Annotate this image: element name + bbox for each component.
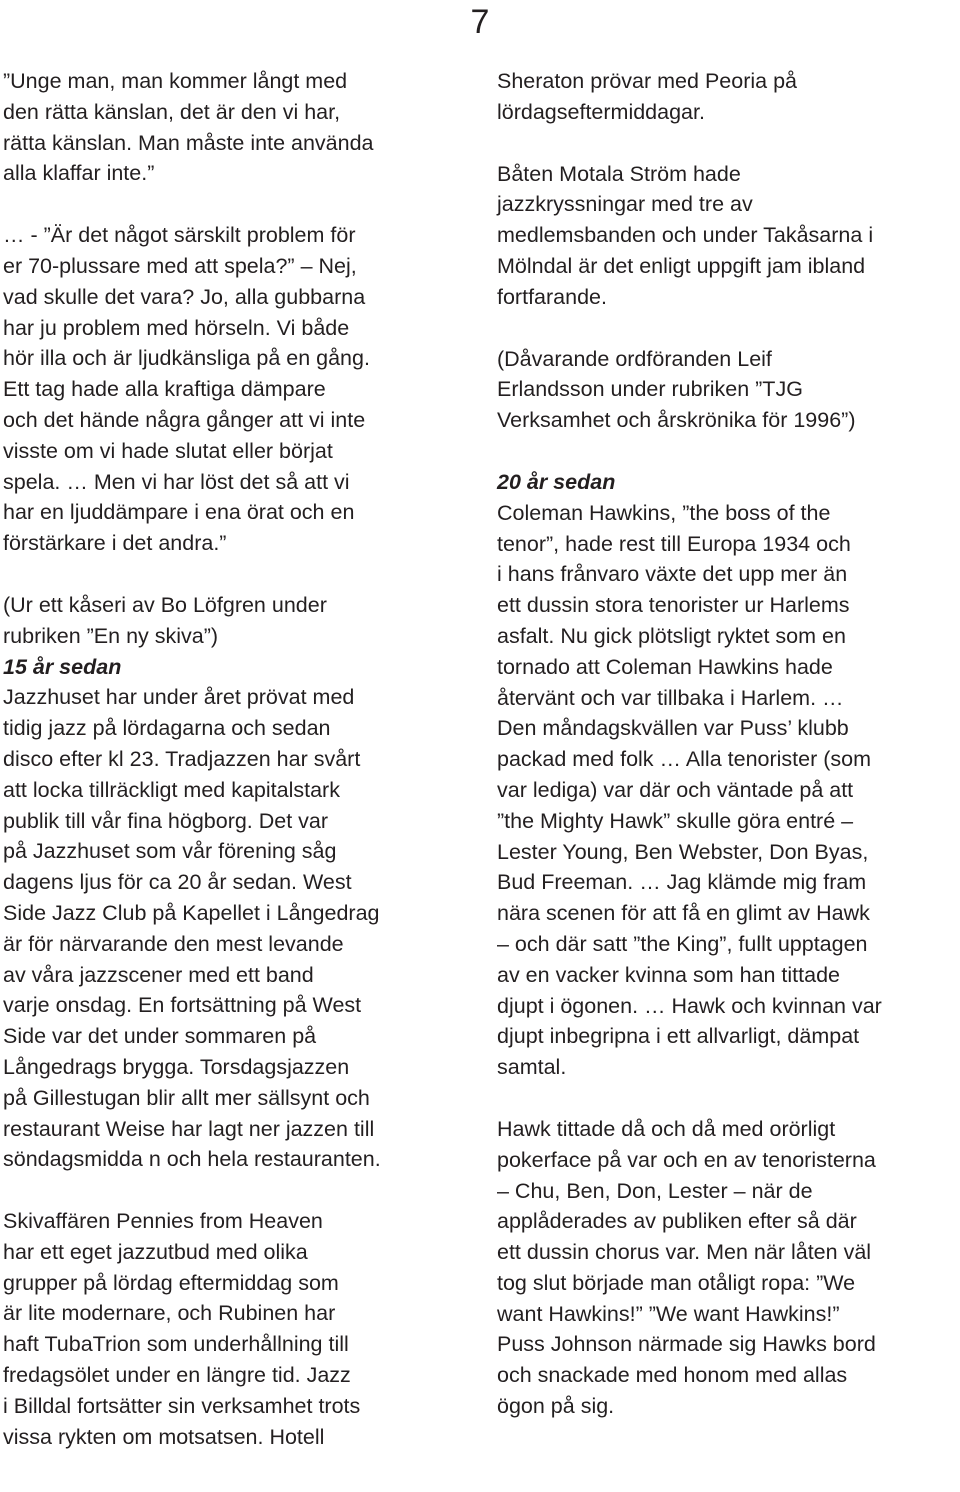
text-line: grupper på lördag eftermiddag som	[3, 1270, 339, 1295]
text-line: ett dussin stora tenorister ur Harlems	[497, 593, 850, 618]
text-line: alla klaffar inte.”	[3, 161, 155, 186]
paragraph	[3, 220, 459, 559]
text-line: (Dåvarande ordföranden Leif	[497, 346, 772, 371]
paragraph	[3, 1206, 459, 1452]
paragraph	[497, 498, 957, 1083]
text-line: Erlandsson under rubriken ”TJG	[497, 377, 803, 402]
text-line: visste om vi hade slutat eller börjat	[3, 438, 333, 463]
text-line: i Billdal fortsätter sin verksamhet trots	[3, 1393, 361, 1418]
paragraph	[497, 1114, 957, 1422]
text-line: den rätta känslan, det är den vi har,	[3, 99, 341, 124]
text-line: ”the Mighty Hawk” skulle göra entré –	[497, 808, 854, 833]
text-line: nära scenen för att få en glimt av Hawk	[497, 901, 870, 926]
text-line: – Chu, Ben, Don, Lester – när de	[497, 1178, 813, 1203]
text-line: – och där satt ”the King”, fullt upptagen	[497, 931, 868, 956]
text-line: i hans frånvaro växte det upp mer än	[497, 562, 848, 587]
text-line: Verksamhet och årskrönika för 1996”)	[497, 408, 856, 433]
paragraph-gap	[3, 1175, 459, 1206]
text-line: har en ljuddämpare i ena örat och en	[3, 500, 355, 525]
text-line: disco efter kl 23. Tradjazzen har svårt	[3, 746, 361, 771]
text-line: tidig jazz på lördagarna och sedan	[3, 716, 331, 741]
text-line: medlemsbanden och under Takåsarna i	[497, 223, 874, 248]
text-line: ett dussin chorus var. Men när låten väl	[497, 1240, 872, 1265]
page-number: 7	[470, 3, 490, 41]
text-line: restaurant Weise har lagt ner jazzen till	[3, 1116, 375, 1141]
text-line: vissa rykten om motsatsen. Hotell	[3, 1424, 325, 1449]
text-line: tog slut började man otåligt ropa: ”We	[497, 1270, 856, 1295]
paragraph	[3, 66, 459, 189]
text-line: Bud Freeman. … Jag klämde mig fram	[497, 870, 867, 895]
paragraph-gap	[3, 559, 459, 590]
text-line: asfalt. Nu gick plötsligt ryktet som en	[497, 623, 846, 648]
right-column	[497, 66, 957, 1422]
text-line: Skivaffären Pennies from Heaven	[3, 1209, 323, 1234]
text-line: samtal.	[497, 1055, 567, 1080]
text-line: söndagsmidda n och hela restauranten.	[3, 1147, 381, 1172]
text-line: Puss Johnson närmade sig Hawks bord	[497, 1332, 876, 1357]
paragraph-gap	[497, 1083, 957, 1114]
text-line: Coleman Hawkins, ”the boss of the	[497, 500, 831, 525]
text-line: haft TubaTrion som underhållning till	[3, 1332, 349, 1357]
text-line: och det hände några gånger att vi inte	[3, 407, 366, 432]
text-line: Hawk tittade då och då med orörligt	[497, 1116, 836, 1141]
text-line: var lediga) var där och väntade på att	[497, 777, 854, 802]
text-line: av en vacker kvinna som han tittade	[497, 962, 840, 987]
text-line: djupt inbegripna i ett allvarligt, dämpat	[497, 1024, 860, 1049]
text-line: packad med folk … Alla tenorister (som	[497, 747, 872, 772]
section-heading: 20 år sedan	[497, 469, 616, 494]
text-line: Side Jazz Club på Kapellet i Långedrag	[3, 900, 380, 925]
spacer	[497, 436, 957, 467]
text-line: ”Unge man, man kommer långt med	[3, 69, 348, 93]
text-line: är för närvarande den mest levande	[3, 931, 344, 956]
text-line: är lite modernare, och Rubinen har	[3, 1301, 336, 1326]
text-line: tornado att Coleman Hawkins hade	[497, 654, 833, 679]
text-line: … - ”Är det något särskilt problem för	[3, 223, 356, 248]
paragraph	[497, 66, 957, 128]
text-line: Lester Young, Ben Webster, Don Byas,	[497, 839, 869, 864]
text-line: varje onsdag. En fortsättning på West	[3, 993, 362, 1018]
text-line: förstärkare i det andra.”	[3, 531, 227, 556]
text-line: jazzkryssningar med tre av	[497, 192, 753, 217]
text-line: Side var det under sommaren på	[3, 1024, 317, 1049]
text-line: har ett eget jazzutbud med olika	[3, 1239, 308, 1264]
section-heading: 15 år sedan	[3, 654, 122, 679]
text-line: att locka tillräckligt med kapitalstark	[3, 777, 340, 802]
text-line: dagens ljus för ca 20 år sedan. West	[3, 870, 352, 895]
text-line: applåderades av publiken efter så där	[497, 1209, 857, 1234]
left-column	[3, 66, 459, 1452]
text-line: på Gillestugan blir allt mer sällsynt och	[3, 1085, 370, 1110]
paragraph	[3, 682, 459, 1175]
text-line: Långedrags brygga. Torsdagsjazzen	[3, 1054, 350, 1079]
text-line: rubriken ”En ny skiva”)	[3, 623, 219, 648]
text-line: want Hawkins!” ”We want Hawkins!”	[497, 1301, 840, 1326]
paragraph	[497, 159, 957, 313]
text-line: tenor”, hade rest till Europa 1934 och	[497, 531, 851, 556]
text-line: återvänt och var tillbaka i Harlem. …	[497, 685, 844, 710]
text-line: publik till vår fina högborg. Det var	[3, 808, 329, 833]
text-line: hör illa och är ljudkänsliga på en gång.	[3, 346, 370, 371]
text-line: Sheraton prövar med Peoria på	[497, 69, 797, 93]
text-line: er 70-plussare med att spela?” – Nej,	[3, 253, 357, 278]
text-line: vad skulle det vara? Jo, alla gubbarna	[3, 284, 366, 309]
paragraph	[3, 590, 459, 652]
paragraph-gap	[497, 313, 957, 344]
text-line: djupt i ögonen. … Hawk och kvinnan var	[497, 993, 882, 1018]
paragraph-gap	[497, 128, 957, 159]
text-line: Ett tag hade alla kraftiga dämpare	[3, 377, 326, 402]
text-line: ögon på sig.	[497, 1394, 615, 1419]
text-line: (Ur ett kåseri av Bo Löfgren under	[3, 592, 327, 617]
text-line: spela. … Men vi har löst det så att vi	[3, 469, 350, 494]
paragraph-gap	[3, 189, 459, 220]
paragraph	[497, 344, 957, 436]
text-line: fredagsölet under en längre tid. Jazz	[3, 1363, 351, 1388]
text-line: Mölndal är det enligt uppgift jam ibland	[497, 253, 866, 278]
text-line: rätta känslan. Man måste inte använda	[3, 130, 374, 155]
text-line: fortfarande.	[497, 284, 607, 309]
text-line: Båten Motala Ström hade	[497, 161, 741, 186]
text-line: pokerface på var och en av tenoristerna	[497, 1147, 876, 1172]
text-line: Den måndagskvällen var Puss’ klubb	[497, 716, 849, 741]
text-line: och snackade med honom med allas	[497, 1363, 848, 1388]
text-line: av våra jazzscener med ett band	[3, 962, 314, 987]
text-line: lördagseftermiddagar.	[497, 99, 705, 124]
text-line: har ju problem med hörseln. Vi både	[3, 315, 350, 340]
text-line: Jazzhuset har under året prövat med	[3, 685, 355, 710]
text-line: på Jazzhuset som vår förening såg	[3, 839, 337, 864]
